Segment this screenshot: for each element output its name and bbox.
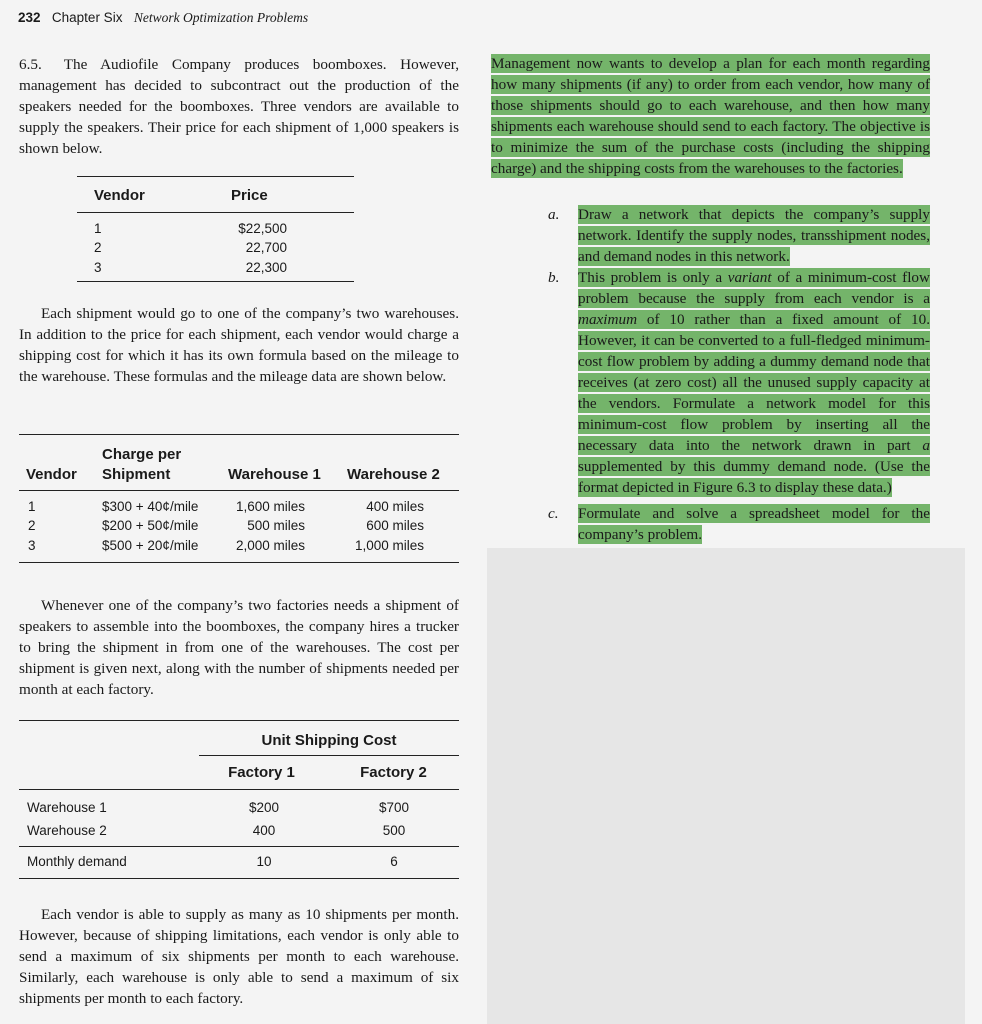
table1-cell: 1 — [94, 221, 102, 236]
table2-cell: 3 — [28, 538, 36, 553]
table1-cell: 3 — [94, 260, 102, 275]
management-plan-highlight: Management now wants to develop a plan for each month regarding how many shipments (if any) to order from each vendor, how many of those shipments should go to each warehouse, and then how many shipments each warehouse should send to each factory. The objective is to minimize the sum of the purchase costs (including the shipping charge) and the shipping costs from the warehouses to the factories. — [491, 55, 930, 177]
table3-cell: 500 — [382, 823, 406, 838]
part-b-emphasis-maximum: maximum — [578, 311, 638, 328]
table2-cell: 1,000 miles — [354, 538, 424, 553]
problem-intro — [19, 54, 459, 159]
part-a — [548, 204, 930, 267]
part-b-text — [578, 268, 930, 497]
table3-header-factory2: Factory 2 — [360, 764, 427, 781]
table2-cell: 2 — [28, 518, 36, 533]
chapter-title: Network Optimization Problems — [133, 10, 309, 25]
part-b-label: b. — [548, 269, 560, 286]
part-c-label: c. — [548, 505, 559, 522]
table2-cell: $300 + 40¢/mile — [102, 499, 199, 514]
table3-cell: Warehouse 1 — [27, 800, 107, 815]
part-b-emphasis-variant: variant — [727, 269, 772, 286]
management-plan-text — [491, 53, 930, 179]
table2-header-warehouse2: Warehouse 2 — [347, 466, 440, 483]
part-b-text-2: of a minimum-cost flow problem because the supply from each vendor is a — [578, 269, 930, 307]
table2-cell: 500 miles — [247, 518, 305, 533]
table2-cell: 1,600 miles — [235, 499, 305, 514]
page-number: 232 — [18, 10, 41, 25]
part-b-text-4: supplemented by this dummy demand node. (Use the format depicted in Figure 6.3 to display these data.) — [578, 458, 930, 496]
table2-bottom-rule — [19, 562, 459, 563]
table3-demand-rule — [19, 846, 459, 847]
part-b-text-3: of 10 rather than a fixed amount of 10. However, it can be converted to a full-fledged minimum-cost flow problem by adding a dummy demand node that receives (at zero cost) all the unused supply capacity at the vendors. Formulate a network model for this minimum-cost flow problem by inserting all the necessary data into the network drawn in part — [578, 311, 930, 454]
table1-cell: 22,300 — [245, 260, 287, 275]
part-a-text: Draw a network that depicts the company’s supply network. Identify the supply nodes, transshipment nodes, and demand nodes in this network. — [578, 206, 930, 265]
intro-text: The Audiofile Company produces boomboxes. However, management has decided to subcontract out the production of the speakers needed for the boomboxes. Three vendors are available to supply the speakers. Their price for each shipment of 1,000 speakers is shown below. — [19, 56, 459, 157]
table3-header-rule — [19, 789, 459, 790]
table1-header-rule — [77, 212, 354, 213]
table2-header-vendor: Vendor — [26, 466, 77, 483]
page-header — [18, 10, 308, 26]
table2-cell: 2,000 miles — [235, 538, 305, 553]
table2-header-charge: Charge per — [102, 446, 182, 463]
table2-cell: 400 miles — [366, 499, 424, 514]
table2-header-warehouse1: Warehouse 1 — [228, 466, 321, 483]
table3-bottom-rule — [19, 878, 459, 879]
table3-cell: $200 — [248, 800, 280, 815]
table1-cell: $22,500 — [238, 221, 287, 236]
table3-title: Unit Shipping Cost — [261, 732, 397, 749]
problem-number: 6.5. — [19, 56, 42, 73]
table1-header-price: Price — [231, 187, 268, 204]
part-b-emphasis-a: a — [922, 437, 930, 454]
part-b-text-1: This problem is only a — [578, 269, 728, 286]
table3-demand-label: Monthly demand — [27, 854, 127, 869]
table3-header-factory1: Factory 1 — [228, 764, 295, 781]
table2-header-rule — [19, 490, 459, 491]
table1-header-vendor: Vendor — [94, 187, 145, 204]
table2-header-shipment: Shipment — [102, 466, 171, 483]
table1-cell: 2 — [94, 240, 102, 255]
table3-demand-factory1: 10 — [256, 854, 272, 869]
paragraph-limits: Each vendor is able to supply as many as 10 shipments per month. However, because of shipping limitations, each vendor is only able to send a maximum of six shipments per month to each warehouse. Similarly, each warehouse is only able to send a maximum of six shipments per month to each factory. — [19, 906, 459, 1007]
blank-panel — [487, 548, 965, 1024]
table3-demand-factory2: 6 — [390, 854, 398, 869]
part-c — [548, 503, 930, 545]
table3-cell: Warehouse 2 — [27, 823, 107, 838]
part-b — [548, 267, 930, 498]
table1-bottom-rule — [77, 281, 354, 282]
paragraph-shipping: Each shipment would go to one of the company’s two warehouses. In addition to the price for each shipment, each vendor would charge a shipping cost for which it has its own formula based on the mileage to the warehouse. These formulas and the mileage data are shown below. — [19, 305, 459, 385]
table2-cell: 600 miles — [366, 518, 424, 533]
table2-cell: $500 + 20¢/mile — [102, 538, 199, 553]
table2-cell: 1 — [28, 499, 36, 514]
chapter-label: Chapter Six — [51, 10, 123, 25]
table2-top-rule — [19, 434, 459, 435]
table1-cell: 22,700 — [245, 240, 287, 255]
paragraph-factories: Whenever one of the company’s two factories needs a shipment of speakers to assemble into the boomboxes, the company hires a trucker to bring the shipment in from one of the warehouses. The cost per shipment is given next, along with the number of shipments needed per month at each factory. — [19, 597, 459, 698]
table3-top-rule — [19, 720, 459, 721]
table2-cell: $200 + 50¢/mile — [102, 518, 199, 533]
table3-cell: 400 — [252, 823, 276, 838]
table1-top-rule — [77, 176, 354, 177]
part-a-label: a. — [548, 206, 560, 223]
table3-title-rule — [199, 755, 459, 756]
table3-cell: $700 — [378, 800, 410, 815]
part-c-text: Formulate and solve a spreadsheet model for the company’s problem. — [578, 505, 930, 543]
